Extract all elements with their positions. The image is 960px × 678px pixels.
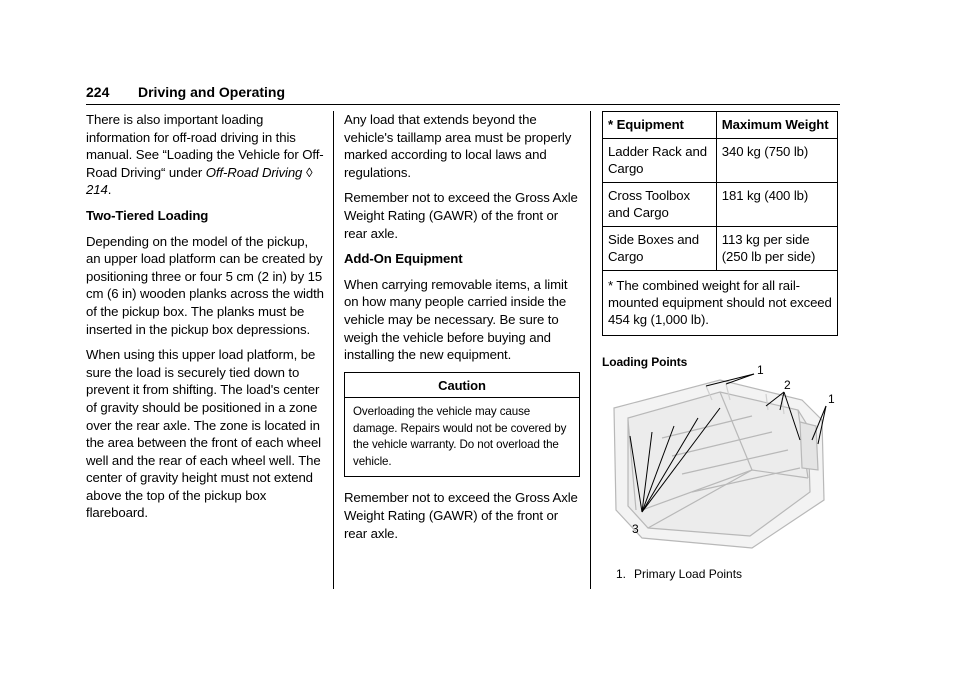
table-note: * The combined weight for all rail-mounted equipment should not exceed 454 kg (1,000 lb). [603, 271, 838, 336]
table-row [603, 227, 838, 271]
add-on-paragraph: When carrying removable items, a limit on how many people carried inside the vehicle may be necessary. Be sure to weigh the vehicle before buying and installing the new equipment. [344, 276, 568, 363]
period: . [107, 182, 112, 198]
column-left [86, 111, 324, 530]
page-number: 224 [86, 84, 110, 100]
table-header-max-weight: Maximum Weight [716, 112, 837, 139]
table-header-equipment: * Equipment [603, 112, 717, 139]
equipment-weight-table [602, 111, 838, 336]
column-divider [333, 111, 334, 589]
two-tiered-loading-heading: Two-Tiered Loading [86, 207, 209, 223]
table-cell: Side Boxes and Cargo [603, 227, 717, 271]
taillamp-paragraph: Any load that extends beyond the vehicle's taillamp area must be properly marked according to local laws and regulations. [344, 112, 572, 180]
caution-text: Overloading the vehicle may cause damage. Repairs would not be covered by the vehicle warranty. Do not overload the vehicle. [353, 405, 567, 468]
callout-label: 3 [632, 522, 639, 536]
pickup-box-illustration [602, 360, 840, 556]
caption-number: 1. [616, 567, 627, 581]
table-cell: Ladder Rack and Cargo [603, 139, 717, 183]
table-row [603, 139, 838, 183]
figure-caption [616, 567, 742, 581]
intro-text: There is also important loading information for off-road driving in this manual. See “Loading the Vehicle for Off-Road Driving“ under [86, 112, 324, 180]
figure-title: Loading Points [602, 355, 688, 369]
off-road-driving-link[interactable]: Off-Road Driving [205, 164, 303, 180]
callout-label: 1 [828, 392, 835, 406]
platform-paragraph: When using this upper load platform, be sure the load is securely tied down to prevent it from shifting. The load's center of gravity should be positioned in a zone over the rear axle. The zone is located in the area between the front of each wheel well and the rear of each wheel well. The center of gravity height must not extend above the top of the pickup box flareboard. [86, 347, 322, 521]
pickup-box-drawing [614, 380, 824, 548]
intro-paragraph [86, 111, 324, 199]
table-row [603, 183, 838, 227]
add-on-equipment-heading: Add-On Equipment [344, 251, 463, 267]
section-title: Driving and Operating [138, 84, 286, 100]
two-tiered-paragraph: Depending on the model of the pickup, an upper load platform can be created by positioning three or four 5 cm (2 in) by 15 cm (6 in) wooden planks across the width of the pickup box. The planks must be inserted in the pickup box depressions. [86, 233, 324, 337]
caution-title: Caution [345, 373, 579, 399]
page-header [86, 84, 840, 105]
table-cell: 113 kg per side (250 lb per side) [716, 227, 837, 271]
table-cell: 181 kg (400 lb) [716, 183, 837, 227]
gawr-paragraph: Remember not to exceed the Gross Axle Weight Rating (GAWR) of the front or rear axle. [344, 190, 578, 241]
table-cell: Cross Toolbox and Cargo [603, 183, 717, 227]
table-note-row [603, 271, 838, 336]
table-header-row [603, 112, 838, 139]
callout-label: 2 [784, 378, 791, 392]
column-middle [344, 111, 580, 550]
gawr-reminder-paragraph: Remember not to exceed the Gross Axle Weight Rating (GAWR) of the front or rear axle. [344, 490, 578, 541]
table-cell: 340 kg (750 lb) [716, 139, 837, 183]
column-right [602, 111, 840, 372]
caption-text: Primary Load Points [634, 567, 743, 581]
page-reference[interactable]: ◊ 214 [86, 164, 313, 198]
caution-box [344, 372, 580, 478]
column-divider [590, 111, 591, 589]
callout-label: 1 [757, 363, 764, 377]
